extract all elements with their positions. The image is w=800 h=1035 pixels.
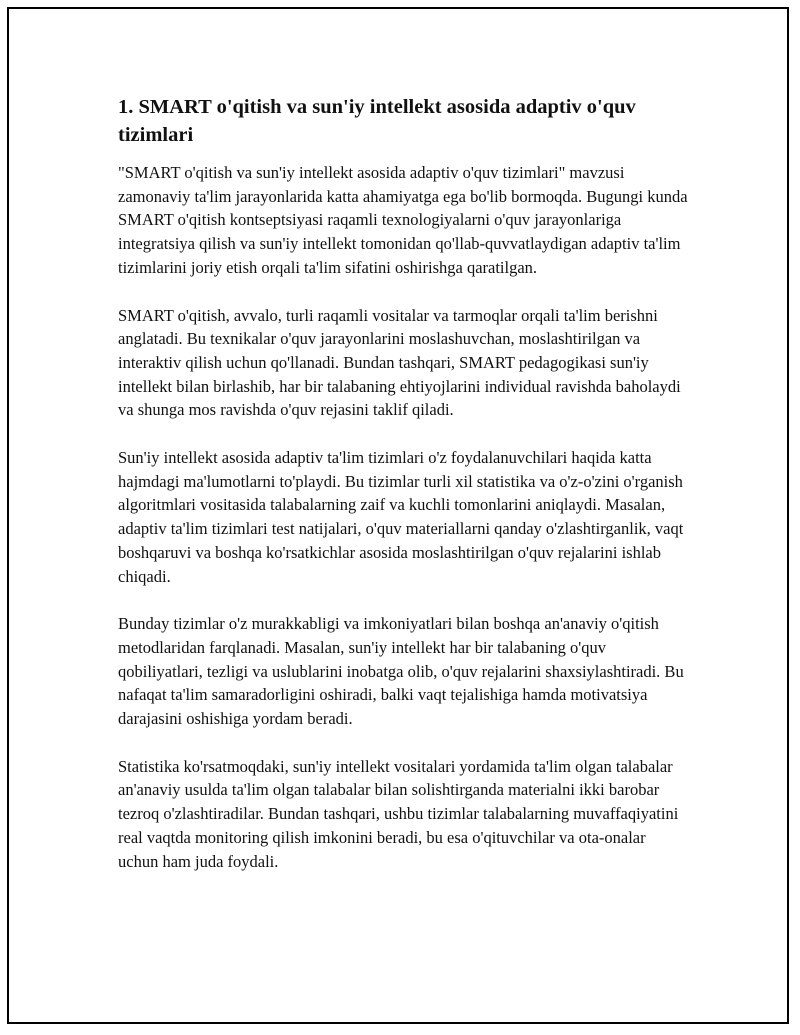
document-body bbox=[118, 93, 688, 897]
paragraph-statistics: Statistika ko'rsatmoqdaki, sun'iy intellekt vositalari yordamida ta'lim olgan talabalar an'anaviy usulda ta'lim olgan talabalar bilan solishtirganda materialni ikki barobar tezroq o'zlashtiradilar. Bundan tashqari, ushbu tizimlar talabalarning muvaffaqiyatini real vaqtda monitoring qilish imkonini beradi, bu esa o'qituvchilar va ota-onalar uchun ham juda foydali. bbox=[118, 756, 679, 871]
paragraph-adaptive-systems: Sun'iy intellekt asosida adaptiv ta'lim tizimlari o'z foydalanuvchilari haqida katta hajmdagi ma'lumotlarni to'playdi. Bu tizimlar turli xil statistika va o'z-o'zini o'rganish algoritmlari vositasida talabalarning zaif va kuchli tomonlarini aniqlaydi. Masalan, adaptiv ta'lim tizimlari test natijalari, o'quv materiallarni qanday o'zlashtirganlik, vaqt boshqaruvi va boshqa ko'rsatkichlar asosida moslashtirilgan o'quv rejalarini ishlab chiqadi. bbox=[118, 448, 684, 586]
paragraph-smart-definition: SMART o'qitish, avvalo, turli raqamli vositalar va tarmoqlar orqali ta'lim berishni anglatadi. Bu texnikalar o'quv jarayonlarini moslashuvchan, moslashtirilgan va interaktiv qilish uchun qo'llanadi. Bundan tashqari, SMART pedagogikasi sun'iy intellekt bilan birlashib, har bir talabaning ehtiyojlarini individual ravishda baholaydi va shunga mos ravishda o'quv rejasini taklif qiladi. bbox=[118, 305, 681, 420]
section-heading: 1. SMART o'qitish va sun'iy intellekt asosida adaptiv o'quv tizimlari bbox=[118, 96, 636, 146]
paragraph-intro: "SMART o'qitish va sun'iy intellekt asosida adaptiv o'quv tizimlari" mavzusi zamonaviy ta'lim jarayonlarida katta ahamiyatga ega bo'lib bormoqda. Bugungi kunda SMART o'qitish kontseptsiyasi raqamli texnologiyalarni o'quv jarayonlariga integratsiya qilish va sun'iy intellekt tomonidan qo'llab-quvvatlaydigan adaptiv ta'lim tizimlarini joriy etish orqali ta'lim sifatini oshirishga qaratilgan. bbox=[118, 163, 688, 277]
paragraph-differences: Bunday tizimlar o'z murakkabligi va imkoniyatlari bilan boshqa an'anaviy o'qitish metodlaridan farqlanadi. Masalan, sun'iy intellekt har bir talabaning o'quv qobiliyatlari, tezligi va uslublarini inobatga olib, o'quv rejalarini shaxsiylashtiradi. Bu nafaqat ta'lim samaradorligini oshiradi, balki vaqt tejalishiga hamda motivatsiya darajasini oshishiga yordam beradi. bbox=[118, 614, 684, 729]
